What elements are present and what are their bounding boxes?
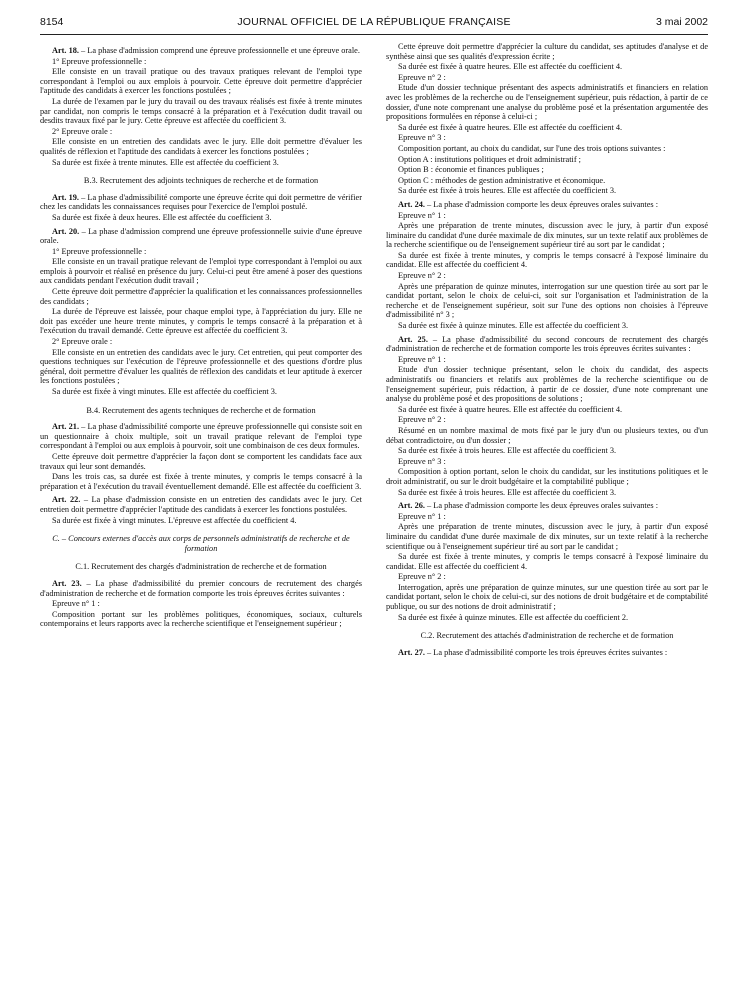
paragraph: Epreuve n° 1 : (52, 599, 100, 609)
paragraph: Sa durée est fixée à quinze minutes. Elle est affectée du coefficient 2. (398, 612, 629, 622)
paragraph: Sa durée est fixée à vingt minutes. Elle est affectée du coefficient 3. (52, 387, 278, 396)
paragraph: Epreuve n° 1 : (398, 511, 446, 521)
section-heading: C.1. Recrutement des chargés d'administration de recherche et de formation (75, 562, 327, 572)
left-column (40, 42, 362, 984)
paragraph: Cette épreuve doit permettre d'apprécier la culture du candidat, ses aptitudes d'analyse et de synthèse ainsi que ses qualités d'expression écrite ; (386, 42, 708, 61)
article-paragraph (40, 227, 362, 246)
paragraph: La durée de l'examen par le jury du travail ou des travaux réalisés est fixée à trente minutes par candidat, non compris le temps consacré à la préparation et à l'exécution dudit travail ou desdits travaux fixé par le jury. Cette épreuve est affectée du coefficient 3. (40, 96, 362, 126)
paragraph: Option C : méthodes de gestion administrative et économique. (398, 175, 606, 185)
article-text: – La phase d'admission comprend une épreuve professionnelle et une épreuve orale. (78, 46, 360, 55)
paragraph: Sa durée est fixée à trois heures. Elle est affectée du coefficient 3. (398, 487, 617, 497)
article-text: – La phase d'admissibilité comporte une épreuve professionnelle qui consiste soit en un questionnaire à choix multiple, soit un travail pratique relevant de l'emploi type correspondant à l'emploi ou aux emplois à pourvoir, soit une combinaison de ces deux formules. (40, 422, 362, 451)
paragraph: Après une préparation de trente minutes, discussion avec le jury, à partir d'un exposé liminaire du candidat d'une durée maximale de dix minutes, sur un texte relatif à la recherche scientifique ou à l'enseignement supérieur tiré au sort par le candidat ; (386, 522, 708, 551)
paragraph: Sa durée est fixée à deux heures. Elle est affectée du coefficient 3. (52, 212, 272, 222)
paragraph: 1° Epreuve professionnelle : (52, 56, 147, 66)
article-paragraph (386, 335, 708, 354)
article-text: – La phase d'admission comporte les deux épreuves orales suivantes : (424, 501, 659, 511)
paragraph: Sa durée est fixée à vingt minutes. L'épreuve est affectée du coefficient 4. (52, 515, 297, 525)
paragraph: Sa durée est fixée à trente minutes. Elle est affectée du coefficient 3. (52, 157, 279, 167)
article-text: – La phase d'admission consiste en un entretien des candidats avec le jury. Cet entretien doit permettre d'apprécier l'aptitude des candidats à exercer les fonctions postulées. (40, 495, 362, 514)
paragraph: Sa durée est fixée à quatre heures. Elle est affectée du coefficient 4. (398, 122, 623, 132)
paragraph: Etude d'un dossier technique présentant des aspects administratifs et financiers en relation avec les problèmes de la recherche ou de l'enseignement supérieur, puis rédaction, à partir de ce dossier, d'une note comprenant une analyse du problème posé et la présentation argumentée des propositions formulées en réponse à celui-ci ; (386, 83, 708, 122)
paragraph: Option B : économie et finances publiques ; (398, 165, 544, 175)
paragraph: Interrogation, après une préparation de quinze minutes, sur une question tirée au sort par le candidat portant, selon le choix de celui-ci, sur des notions de droit budgétaire et de comptabilité publique, ou sur des notions de droit administratif ; (386, 582, 708, 612)
article-label: Art. 18. (52, 46, 79, 55)
paragraph: Sa durée est fixée à quatre heures. Elle est affectée du coefficient 4. (398, 404, 623, 414)
article-text: – La phase d'admission comporte les deux épreuves orales suivantes : (424, 199, 659, 209)
paragraph: Sa durée est fixée à trois heures. Elle est affectée du coefficient 3. (398, 186, 617, 196)
paragraph: Sa durée est fixée à quinze minutes. Elle est affectée du coefficient 3. (398, 321, 629, 331)
paragraph: Résumé en un nombre maximal de mots fixé par le jury d'un ou plusieurs textes, ou d'un débat contradictoire, ou d'un dossier ; (386, 425, 708, 445)
paragraph: Elle consiste en un entretien des candidats avec le jury. Cet entretien, qui peut comporter des questions techniques sur l'exécution de l'épreuve professionnelle et des questions d'ordre plus général, doit permettre d'évaluer les qualités de réflexion des candidats et leur aptitude à exercer les fonctions postulées ; (40, 347, 362, 386)
paragraph: Epreuve n° 2 : (398, 572, 446, 582)
article-paragraph (40, 579, 362, 598)
article-label: Art. 27. (398, 647, 425, 657)
article-label: Art. 25. (398, 334, 428, 344)
paragraph: Sa durée est fixée à quatre heures. Elle est affectée du coefficient 4. (398, 62, 623, 72)
paragraph: Epreuve n° 3 : (398, 456, 446, 466)
article-label: Art. 22. (52, 495, 81, 505)
article-paragraph (386, 501, 708, 511)
article-label: Art. 21. (52, 422, 80, 432)
paragraph: Elle consiste en un travail pratique relevant de l'emploi type correspondant à l'emploi ou aux emplois à pourvoir et réalisé en présence du jury. Celui-ci peut être amené à poser des questions aux candidats pendant l'exécution dudit travail ; (40, 257, 362, 286)
paragraph: Epreuve n° 2 : (398, 271, 446, 281)
article-label: Art. 20. (52, 226, 80, 236)
paragraph: Sa durée est fixée à trente minutes, y compris le temps consacré à l'exposé liminaire du candidat. Elle est affectée du coefficient 4. (386, 552, 708, 571)
paragraph: Option A : institutions politiques et droit administratif ; (398, 154, 581, 164)
article-label: Art. 23. (52, 578, 82, 588)
paragraph: Composition portant, au choix du candidat, sur l'une des trois options suivantes : (398, 143, 666, 153)
paragraph: Elle consiste en un travail pratique ou des travaux pratiques relevant de l'emploi type correspondant à l'emploi ou aux emplois à pourvoir. Cette épreuve doit permettre d'apprécier l'aptitude des candidats à exercer les fonctions postulées ; (40, 67, 362, 96)
article-text: – La phase d'admission comprend une épreuve professionnelle suivie d'une épreuve orale. (40, 226, 362, 246)
paragraph: Après une préparation de quinze minutes, interrogation sur une question tirée au sort par le candidat portant, selon le choix de celui-ci, soit sur l'organisation et l'administration de la recherche et de l'enseignement supérieur, soit sur l'une des options non choisies à l'épreuve d'admissibilité n° 3 ; (386, 281, 708, 320)
paragraph: 1° Epreuve professionnelle : (52, 246, 147, 256)
article-paragraph (386, 648, 708, 658)
paragraph: Sa durée est fixée à trois heures. Elle est affectée du coefficient 3. (398, 446, 617, 456)
paragraph: Cette épreuve doit permettre d'apprécier la qualification et les connaissances professionnelles des candidats ; (40, 287, 362, 306)
article-paragraph (40, 422, 362, 451)
article-paragraph (386, 200, 708, 210)
paragraph: Epreuve n° 2 : (398, 415, 446, 425)
article-label: Art. 19. (52, 192, 80, 202)
publication-date: 3 mai 2002 (656, 16, 708, 28)
article-text: – La phase d'admissibilité du premier concours de recrutement des chargés d'administration de recherche et de formation comporte les trois épreuves écrites suivantes : (40, 578, 362, 598)
article-label: Art. 26. (398, 501, 425, 511)
paragraph: Epreuve n° 3 : (398, 133, 446, 143)
paragraph: Cette épreuve doit permettre d'apprécier la façon dont se comportent les candidats face aux travaux qui leur sont demandés. (40, 451, 362, 471)
paragraph: La durée de l'épreuve est laissée, pour chaque emploi type, à l'appréciation du jury. Elle ne doit pas excéder une heure trente minutes, y compris le temps consacré à la préparation et à l'exécution du travail demandé. Cette épreuve est affectée du coefficient 3. (40, 307, 362, 336)
paragraph: Epreuve n° 2 : (398, 72, 446, 82)
article-text: – La phase d'admissibilité comporte une épreuve écrite qui doit permettre de vérifier chez les candidats les connaissances requises pour l'exercice de l'emploi postulé. (40, 192, 362, 212)
journal-title: JOURNAL OFFICIEL DE LA RÉPUBLIQUE FRANÇAISE (237, 16, 511, 28)
paragraph: Composition portant sur les problèmes politiques, économiques, sociaux, culturels contemporains et leurs rapports avec la recherche scientifique et l'enseignement supérieur ; (40, 609, 362, 629)
section-heading: B.4. Recrutement des agents techniques de recherche et de formation (86, 405, 316, 415)
article-paragraph (40, 46, 362, 56)
paragraph: 2° Epreuve orale : (52, 126, 113, 136)
paragraph: Dans les trois cas, sa durée est fixée à trente minutes, y compris le temps consacré à la préparation et à l'exécution du travail éventuellement demandé. Elle est affectée du coefficient 3. (40, 472, 362, 491)
article-label: Art. 24. (398, 199, 425, 209)
page-header (40, 10, 708, 35)
paragraph: 2° Epreuve orale : (52, 337, 113, 347)
section-heading: C. – Concours externes d'accès aux corps de personnels administratifs de recherche et de formation (52, 534, 350, 553)
page-number: 8154 (40, 16, 64, 28)
article-paragraph (40, 193, 362, 212)
right-column (386, 42, 708, 984)
paragraph: Etude d'un dossier technique présentant, selon le choix du candidat, des aspects administratifs ou financiers et relatifs aux problèmes de la recherche scientifique ou de l'enseignement supérieur, puis rédaction, à partir de ce dossier, d'une note comprenant une analyse du problème posé et des propositions de solutions ; (386, 365, 708, 404)
paragraph: Epreuve n° 1 : (398, 210, 446, 220)
paragraph: Après une préparation de trente minutes, discussion avec le jury, à partir d'un exposé liminaire du candidat d'une durée maximale de dix minutes, sur un texte relatif aux problèmes de la recherche scientifique ou de l'enseignement supérieur tiré au sort par le candidat ; (386, 221, 708, 250)
paragraph: Epreuve n° 1 : (398, 354, 446, 364)
article-text: – La phase d'admissibilité comporte les trois épreuves écrites suivantes : (424, 647, 668, 657)
section-heading: B.3. Recrutement des adjoints techniques de recherche et de formation (83, 176, 319, 186)
paragraph: Elle consiste en un entretien des candidats avec le jury. Elle doit permettre d'évaluer les qualités de réflexion et l'aptitude des candidats à exercer les fonctions postulées ; (40, 137, 362, 156)
paragraph: Sa durée est fixée à trente minutes, y compris le temps consacré à l'exposé liminaire du candidat. Elle est affectée du coefficient 4. (386, 250, 708, 270)
article-paragraph (40, 495, 362, 514)
paragraph: Composition à option portant, selon le choix du candidat, sur les institutions politiques et le droit administratif, ou sur le droit budgétaire et la comptabilité publique ; (386, 467, 708, 486)
article-text: – La phase d'admissibilité du second concours de recrutement des chargés d'administration de recherche et de formation comporte les trois épreuves écrites suivantes : (386, 334, 708, 354)
section-heading: C.2. Recrutement des attachés d'administration de recherche et de formation (420, 631, 674, 641)
